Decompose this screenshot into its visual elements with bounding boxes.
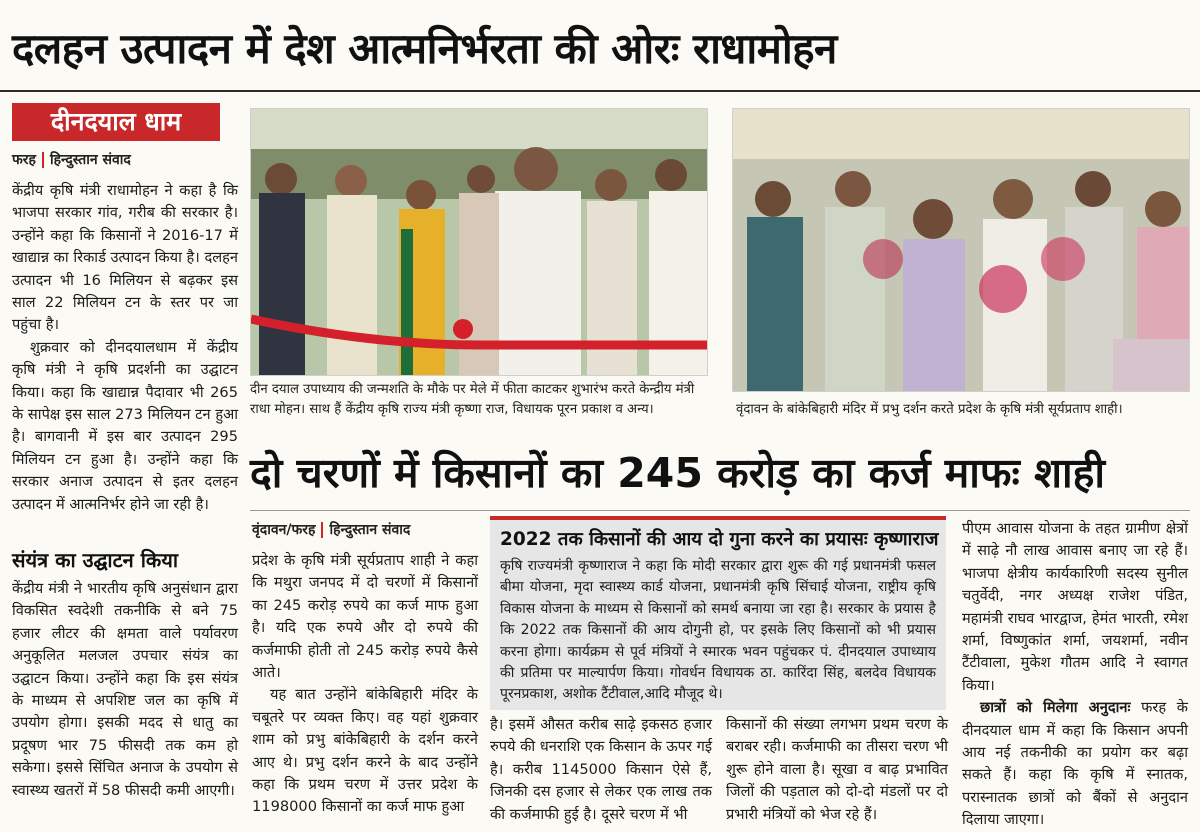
col2-paragraph-2: यह बात उन्होंने बांकेबिहारी मंदिर के चबूतरे पर व्यक्त किए। वह यहां शुक्रवार शाम को प्रभु बांकेबिहारी के दर्शन करने आए थे। प्रभु दर्शन करने के बाद उन्होंने कहा कि प्रथम चरण में उत्तर प्रदेश के 1198000 किसानों का कर्ज माफ हुआ <box>252 686 478 816</box>
col5-paragraph-2-text: फरह के दीनदयाल धाम में कहा कि किसान अपनी आय नई तकनीकी का प्रयोग कर बढ़ा सकते हैं। कहा कि कृषि में स्नातक, परास्नातक छात्रों को बैंकों से अनुदान दिलाया जाएगा। <box>962 699 1188 829</box>
second-headline: दो चरणों में किसानों का 245 करोड़ का कर्ज माफः शाही <box>250 449 1105 497</box>
dateline-separator <box>42 152 44 168</box>
col2-paragraph-1: प्रदेश के कृषि मंत्री सूर्यप्रताप शाही ने कहा कि मथुरा जनपद में दो चरणों में किसानों का 245 करोड़ रुपये का कर्ज माफ हुआ है। यदि एक रुपये और दो रुपये की कर्जमाफी होती तो 245 करोड़ रुपये कैसे आते। <box>252 552 478 682</box>
col5-paragraph-2 <box>962 697 1188 831</box>
dateline-source: हिन्दुस्तान संवाद <box>49 152 131 168</box>
photo-ribbon-cutting <box>250 108 708 376</box>
main-headline: दलहन उत्पादन में देश आत्मनिर्भरता की ओरः राधामोहन <box>12 24 837 73</box>
left-column-bottom <box>12 578 238 828</box>
dateline-place: फरह <box>12 152 36 168</box>
column-2 <box>252 550 478 828</box>
dateline-1 <box>12 150 242 169</box>
column-3 <box>490 714 712 830</box>
photo-temple-darshan <box>732 108 1190 392</box>
left-column-top <box>12 180 238 540</box>
dateline2-source: हिन्दुस्तान संवाद <box>329 522 411 538</box>
section-tag: दीनदयाल धाम <box>12 103 220 141</box>
col3-text: है। इसमें औसत करीब साढ़े इकसठ हजार रुपये की धनराशि एक किसान के ऊपर गई है। करीब 1145000 किसान ऐसे हैं, जिनकी दस हजार से लेकर एक लाख तक की कर्जमाफी हुई है। दूसरे चरण में भी <box>490 716 712 823</box>
left-paragraph-2: शुक्रवार को दीनदयालधाम में केंद्रीय कृषि मंत्री ने कृषि प्रदर्शनी का उद्घाटन किया। कहा कि खाद्यान्न पैदावार भी 265 के सापेक्ष इस साल 273 मिलियन टन हुआ है। बागवानी में इस बार उत्पादन 295 मिलियन टन हुआ है। उन्होंने कहा कि सरकार अनाज उत्पादन से इतर दलहन उत्पादन में आत्मनिर्भर होने जा रही है। <box>12 338 238 513</box>
left-subhead: संयंत्र का उद्घाटन किया <box>12 548 179 572</box>
photo-temple-illustration <box>733 109 1189 391</box>
photo1-caption: दीन दयाल उपाध्याय की जन्मशति के मौके पर मेले में फीता काटकर शुभारंभ करते केन्द्रीय मंत्री राधा मोहन। साथ हैं केंद्रीय कृषि राज्य मंत्री कृष्णा राज, विधायक पूरन प्रकाश व अन्य। <box>250 382 695 417</box>
photo2-caption: वृंदावन के बांकेबिहारी मंदिर में प्रभु दर्शन करते प्रदेश के कृषि मंत्री सूर्यप्रताप शाही। <box>736 402 1123 417</box>
col4-text: किसानों की संख्या लगभग प्रथम चरण के बराबर रही। कर्जमाफी का तीसरा चरण भी शुरू होने वाला है। सूखा व बाढ़ प्रभावित जिलों की पड़ताल को दो-दो मंडलों पर दो प्रभारी मंत्रियों को भेज रहे हैं। <box>726 716 948 823</box>
sidebar-box <box>490 516 946 710</box>
dateline2-separator <box>321 522 323 538</box>
column-4 <box>726 714 948 830</box>
dateline-2 <box>252 520 482 539</box>
box-text: कृषि राज्यमंत्री कृष्णाराज ने कहा कि मोदी सरकार द्वारा शुरू की गई प्रधानमंत्री फसल बीमा योजना, मृदा स्वास्थ्य कार्ड योजना, प्रधानमंत्री कृषि सिंचाई योजना, राष्ट्रीय कृषि विकास योजना के माध्यम से किसानों को समर्थ बनाया जा रहा है। सरकार के प्रयास है कि 2022 तक किसानों की आय दोगुनी हो, पर इसके लिए किसानों को भी प्रयास करना होगा। कार्यक्रम से पूर्व मंत्रियों ने स्मारक भवन पहुंचकर पं. दीनदयाल उपाध्याय की प्रतिमा पर माल्यार्पण किया। गोवर्धन विधायक ठा. कारिंदा सिंह, बलदेव विधायक पूरनप्रकाश, अशोक टैंटीवाल,आदि मौजूद थे। <box>500 558 936 703</box>
headline2-divider <box>250 510 1190 511</box>
column-5 <box>962 518 1188 828</box>
box-heading: 2022 तक किसानों की आय दो गुना करने का प्रयासः कृष्णाराज <box>500 529 939 550</box>
headline-divider <box>0 90 1200 92</box>
dateline2-place: वृंदावन/फरह <box>252 522 316 538</box>
col5-paragraph-1: पीएम आवास योजना के तहत ग्रामीण क्षेत्रों में साढ़े नौ लाख आवास बनाए जा रहे हैं। भाजपा क्षेत्रीय कार्यकारिणी सदस्य सुनील चतुर्वेदी, नगर अध्यक्ष राजेश पंडित, महामंत्री राघव भारद्वाज, हेमंत भारती, रमेश शर्मा, विष्णुकांत शर्मा, जयशर्मा, नवीन टैंटीवाला, मुकेश गौतम आदि ने स्वागत किया। <box>962 520 1188 694</box>
left-paragraph-1: केंद्रीय कृषि मंत्री राधामोहन ने कहा है कि भाजपा सरकार गांव, गरीब की सरकार है। उन्होंने कहा कि किसानों ने 2016-17 में खाद्यान्न का रिकार्ड उत्पादन किया है। दलहन उत्पादन भी 16 मिलियन से बढ़कर इस साल 22 मिलियन टन के स्तर पर जा पहुंचा है। <box>12 182 238 334</box>
col5-lead: छात्रों को मिलेगा अनुदानः <box>980 699 1131 717</box>
left-paragraph-3: केंद्रीय मंत्री ने भारतीय कृषि अनुसंधान द्वारा विकसित स्वदेशी तकनीकि से बने 75 हजार लीटर की क्षमता वाले पर्यावरण अनुकूलित मलजल उपचार संयंत्र का उद्घाटन किया। उन्होंने कहा कि इस संयंत्र के माध्यम से अपशिष्ट जल का कृषि में उपयोग होगा। इसकी मदद से धातु का प्रदूषण भार 75 फीसदी तक कम हो सकेगा। इससे सिंचित अनाज के उपयोग से स्वास्थ्य खतरों में 58 फीसदी कमी आएगी। <box>12 580 238 799</box>
photo-ribbon-cutting-illustration <box>251 109 707 375</box>
